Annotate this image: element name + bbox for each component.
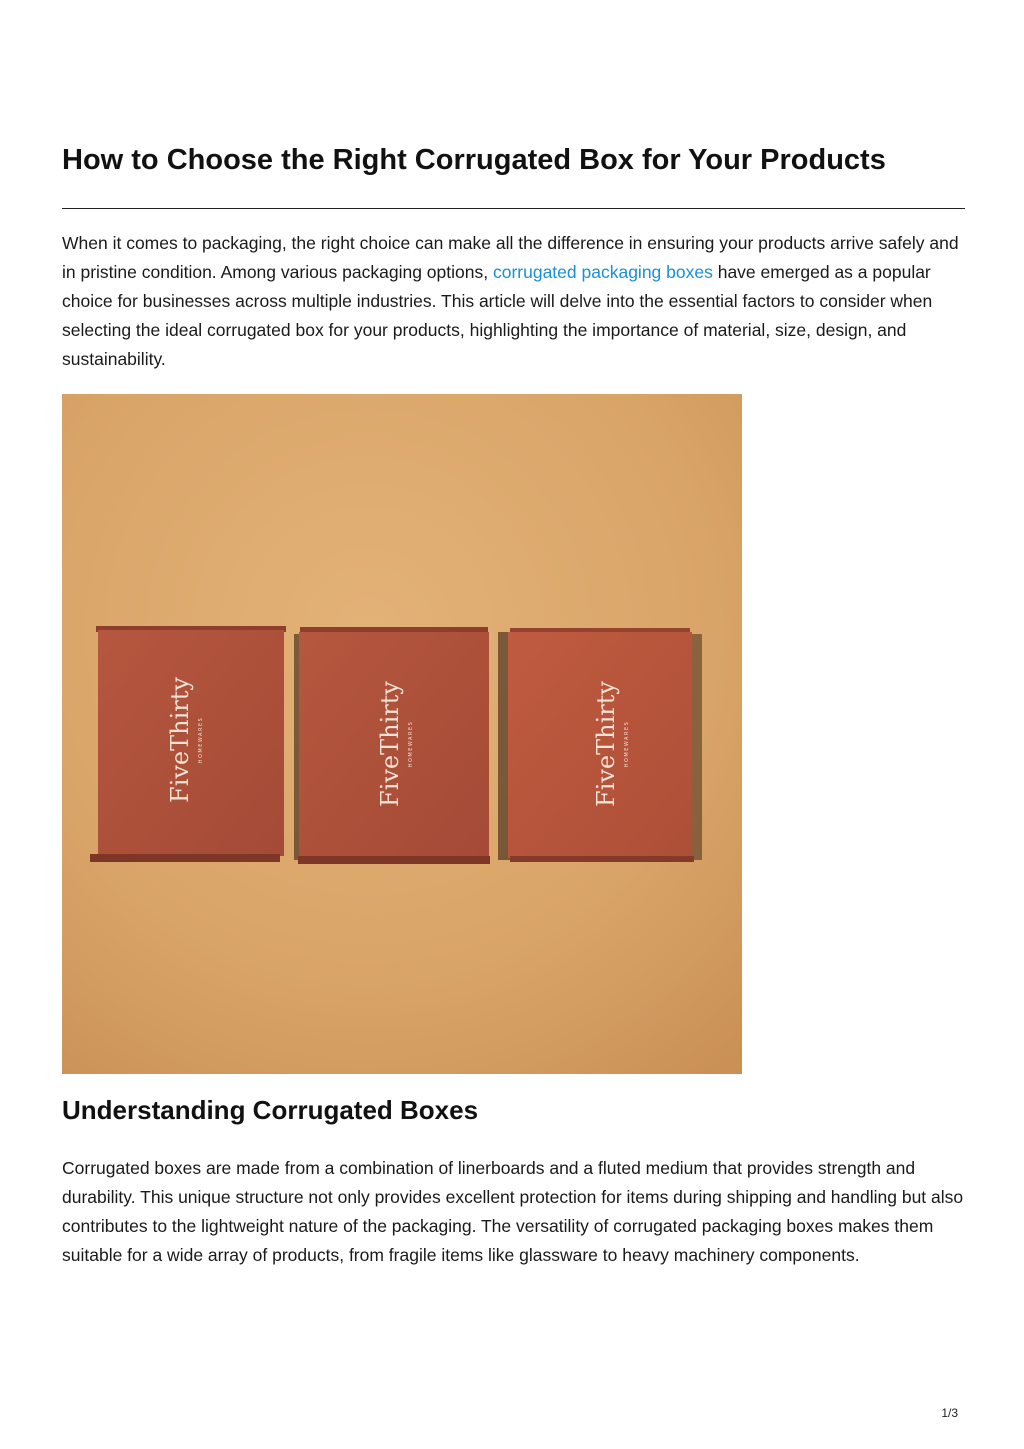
page-number: 1/3 <box>941 1406 958 1420</box>
box-1-brand: FiveThirty <box>166 677 194 803</box>
intro-text-before-link: When it comes to packaging, the right choice can make all the difference in ensuring your products arrive safely and in pristine condition. Among various packaging options, <box>62 233 959 282</box>
box-3-brand: FiveThirty <box>592 681 620 807</box>
intro-paragraph <box>62 229 967 374</box>
box-3 <box>508 628 694 862</box>
section-paragraph: Corrugated boxes are made from a combination of linerboards and a fluted medium that provides strength and durability. This unique structure not only provides excellent protection for items during shipping and handling but also contributes to the lightweight nature of the packaging. The versatility of corrugated packaging boxes makes them suitable for a wide array of products, from fragile items like glassware to heavy machinery components. <box>62 1158 964 1265</box>
box-1-subbrand: HOMEWARES <box>198 716 204 764</box>
box-3-subbrand: HOMEWARES <box>624 720 630 768</box>
intro-text-after-link: have emerged as a popular choice for businesses across multiple industries. This article will delve into the essential factors to consider when selecting the ideal corrugated box for your products, highlighting the importance of material, size, design, and sustainability. <box>62 262 933 369</box>
title-divider <box>62 208 965 209</box>
box-2 <box>298 627 490 864</box>
section-heading: Understanding Corrugated Boxes <box>62 1095 479 1125</box>
corrugated-packaging-boxes-link[interactable]: corrugated packaging boxes <box>492 262 713 282</box>
article-title: How to Choose the Right Corrugated Box for Your Products <box>62 144 886 176</box>
corrugated-boxes-photo <box>62 394 742 1074</box>
box-2-brand: FiveThirty <box>376 681 404 807</box>
box-1 <box>90 626 286 862</box>
box-2-subbrand: HOMEWARES <box>408 720 414 768</box>
